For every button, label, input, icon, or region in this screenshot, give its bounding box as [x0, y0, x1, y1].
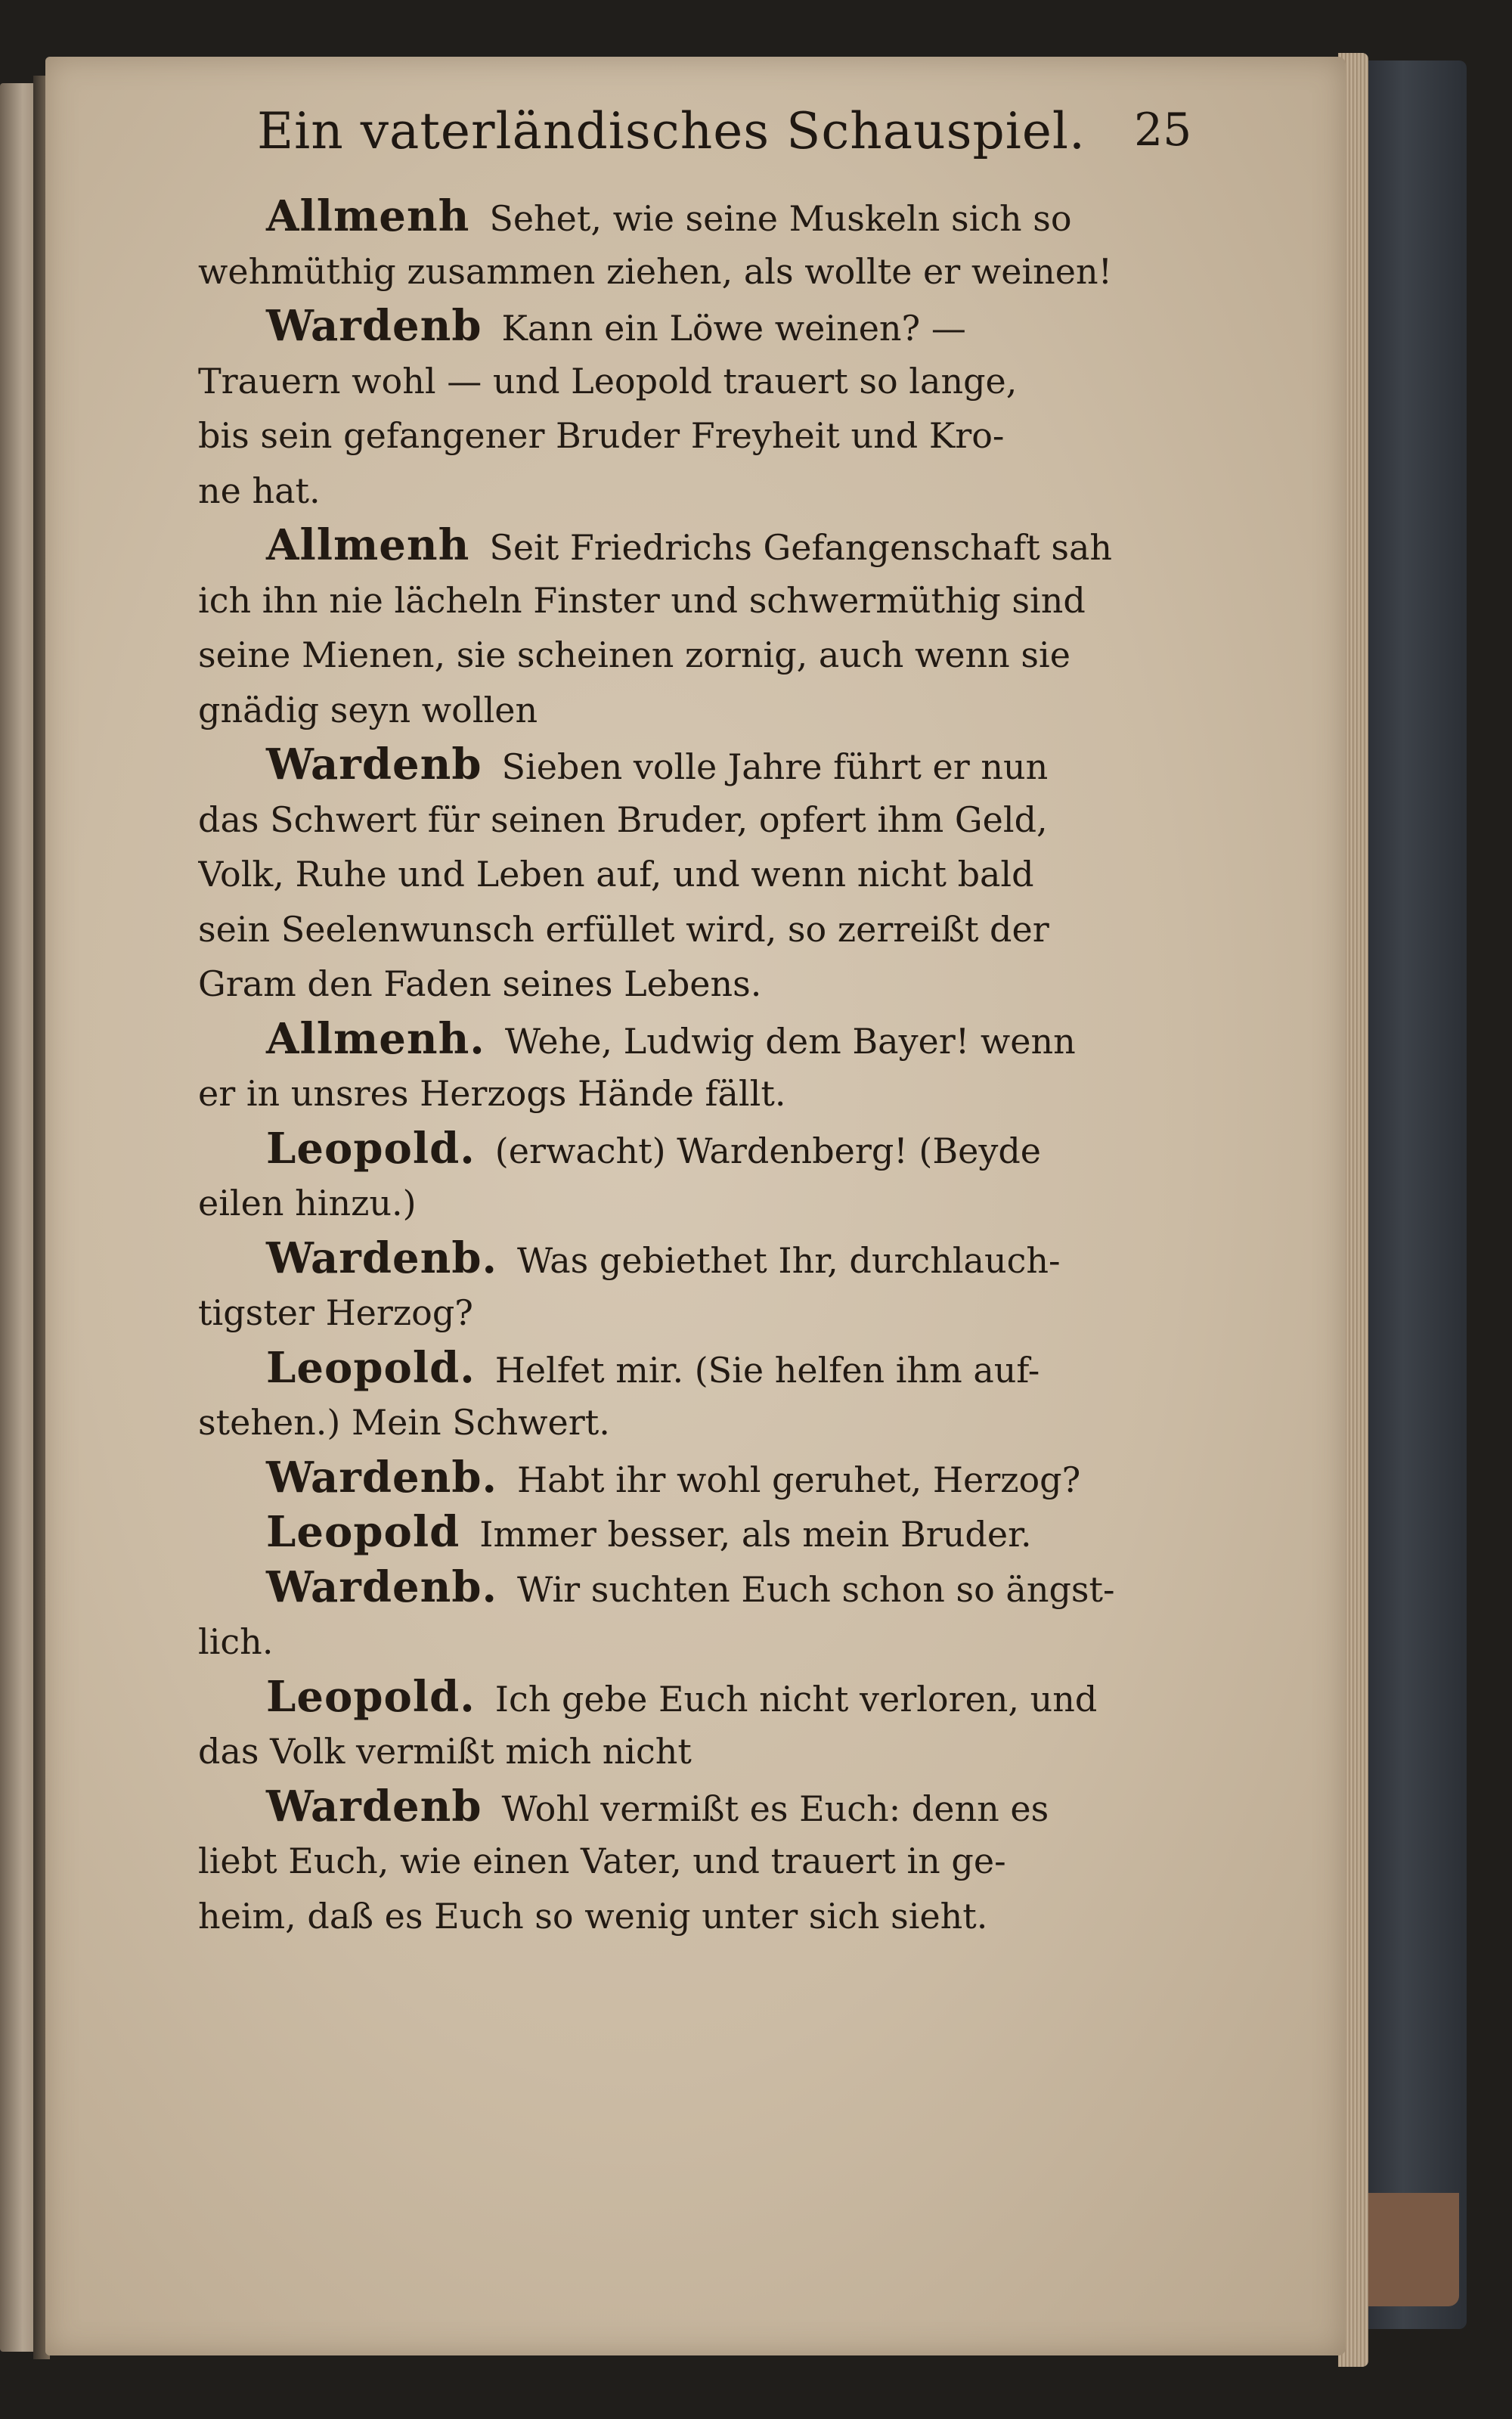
speaker-name: Allmenh.: [266, 1013, 485, 1064]
line-text: ich ihn nie lächeln Finster und schwermüthig sind: [198, 579, 1086, 621]
text-line: [198, 737, 1226, 792]
line-text: tigster Herzog?: [198, 1292, 473, 1333]
speaker-name: Wardenb: [266, 301, 482, 351]
page-number: 25: [1134, 104, 1192, 157]
speaker-name: Leopold.: [266, 1342, 476, 1393]
line-text: eilen hinzu.): [198, 1183, 417, 1223]
text-line: [198, 244, 1226, 299]
line-text: seine Mienen, sie scheinen zornig, auch wenn sie: [198, 634, 1070, 675]
speaker-name: Allmenh: [266, 520, 470, 570]
text-line: [198, 792, 1226, 848]
text-line: [198, 354, 1226, 409]
text-line: [198, 1834, 1226, 1889]
text-line: [198, 573, 1226, 628]
speaker-name: Wardenb: [266, 740, 482, 789]
line-text: lich.: [198, 1621, 274, 1662]
text-line: [198, 1066, 1226, 1121]
line-text: Wohl vermißt es Euch: denn es: [501, 1788, 1049, 1829]
running-head: Ein vaterländisches Schauspiel.: [257, 102, 1086, 160]
text-line: [198, 1231, 1226, 1286]
speaker-name: Wardenb: [266, 1781, 482, 1831]
line-text: Habt ihr wohl geruhet, Herzog?: [516, 1459, 1081, 1500]
text-line: [198, 1560, 1226, 1615]
text-line: [198, 1395, 1226, 1450]
text-line: [198, 1341, 1226, 1396]
text-line: [198, 189, 1226, 244]
line-text: Ich gebe Euch nicht verloren, und: [494, 1678, 1098, 1720]
speaker-name: Wardenb.: [266, 1452, 497, 1503]
play-text: [198, 189, 1226, 1943]
cover-corner: [1368, 2193, 1459, 2306]
line-text: ne hat.: [198, 470, 321, 511]
line-text: Was gebiethet Ihr, durchlauch-: [516, 1239, 1061, 1281]
line-text: Trauern wohl — und Leopold trauert so lange,: [198, 360, 1018, 402]
line-text: Wir suchten Euch schon so ängst-: [516, 1568, 1115, 1610]
line-text: sein Seelenwunsch erfüllet wird, so zerreißt der: [198, 908, 1049, 950]
line-text: liebt Euch, wie einen Vater, und trauert in ge-: [198, 1841, 1006, 1881]
page-header: [257, 102, 1225, 170]
text-line: [198, 1505, 1226, 1560]
text-line: [198, 902, 1226, 957]
text-line: [198, 1012, 1226, 1067]
text-line: [198, 1614, 1226, 1670]
speaker-name: Wardenb.: [266, 1561, 497, 1612]
line-text: stehen.) Mein Schwert.: [198, 1402, 610, 1443]
line-text: Gram den Faden seines Lebens.: [198, 963, 762, 1004]
line-text: Immer besser, als mein Bruder.: [479, 1514, 1032, 1555]
speaker-name: Leopold.: [266, 1123, 476, 1174]
line-text: Wehe, Ludwig dem Bayer! wenn: [504, 1020, 1076, 1062]
text-line: [198, 683, 1226, 738]
text-line: [198, 1779, 1226, 1834]
text-line: [198, 518, 1226, 573]
line-text: gnädig seyn wollen: [198, 689, 538, 730]
line-text: das Schwert für seinen Bruder, opfert ihm Geld,: [198, 799, 1048, 840]
text-line: [198, 1724, 1226, 1779]
line-text: wehmüthig zusammen ziehen, als wollte er weinen!: [198, 250, 1113, 292]
text-line: [198, 408, 1226, 464]
text-line: [198, 1176, 1226, 1231]
line-text: Seit Friedrichs Gefangenschaft sah: [489, 527, 1113, 568]
text-line: [198, 1889, 1226, 1944]
line-text: das Volk vermißt mich nicht: [198, 1731, 692, 1772]
text-line: [198, 1121, 1226, 1177]
speaker-name: Allmenh: [266, 191, 470, 241]
line-text: Sehet, wie seine Muskeln sich so: [489, 198, 1072, 239]
text-line: [198, 847, 1226, 902]
speaker-name: Leopold: [266, 1507, 460, 1557]
line-text: (erwacht) Wardenberg! (Beyde: [494, 1130, 1042, 1171]
line-text: heim, daß es Euch so wenig unter sich sieht.: [198, 1895, 988, 1937]
text-line: [198, 1670, 1226, 1725]
line-text: Volk, Ruhe und Leben auf, und wenn nicht bald: [198, 854, 1034, 895]
previous-page-edge: [0, 83, 38, 2352]
speaker-name: Wardenb.: [266, 1233, 497, 1283]
line-text: bis sein gefangener Bruder Freyheit und Kro-: [198, 415, 1005, 456]
text-line: [198, 464, 1226, 519]
line-text: er in unsres Herzogs Hände fällt.: [198, 1073, 786, 1114]
text-line: [198, 1450, 1226, 1506]
text-line: [198, 1285, 1226, 1341]
text-line: [198, 957, 1226, 1012]
line-text: Sieben volle Jahre führt er nun: [501, 746, 1049, 787]
line-text: Helfet mir. (Sie helfen ihm auf-: [494, 1349, 1040, 1391]
text-line: [198, 628, 1226, 683]
speaker-name: Leopold.: [266, 1671, 476, 1722]
text-line: [198, 299, 1226, 354]
line-text: Kann ein Löwe weinen? —: [501, 308, 966, 349]
book-cover: [1361, 60, 1467, 2329]
